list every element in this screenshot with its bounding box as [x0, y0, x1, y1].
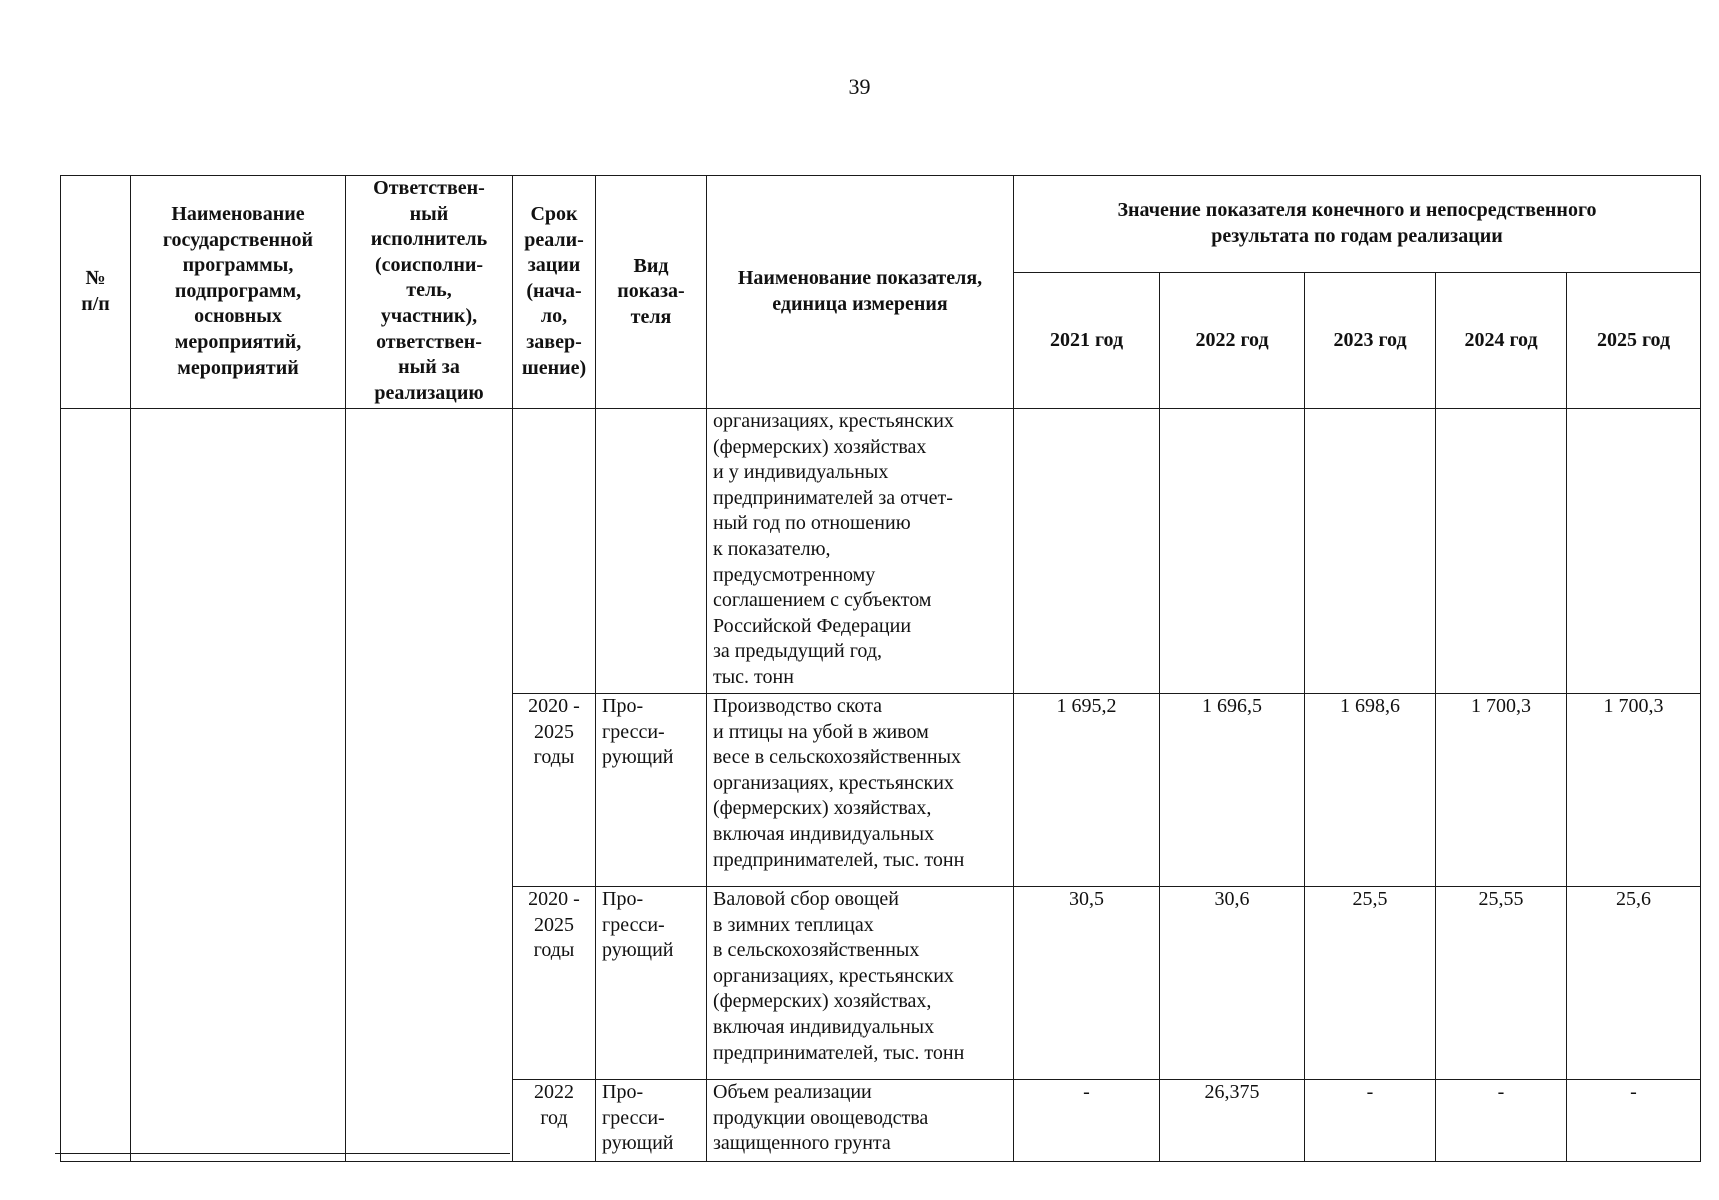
cell-value-2023: 1 698,6	[1305, 694, 1436, 887]
col-header-year-2021: 2021 год	[1014, 273, 1160, 409]
col-header-indicator: Наименование показателя, единица измерения	[707, 176, 1014, 409]
col-header-year-2022: 2022 год	[1160, 273, 1305, 409]
cell-executor	[346, 409, 513, 1162]
cell-value-2023	[1305, 409, 1436, 694]
col-header-year-2023: 2023 год	[1305, 273, 1436, 409]
cell-term: 2020 - 2025 годы	[513, 694, 596, 887]
cell-value-2023: 25,5	[1305, 887, 1436, 1080]
col-header-program: Наименование государственной программы, подпрограмм, основных мероприятий, мероприятий	[131, 176, 346, 409]
col-header-values-group: Значение показателя конечного и непосредственного результата по годам реализации	[1014, 176, 1701, 273]
cell-term	[513, 409, 596, 694]
page-number: 39	[848, 74, 871, 99]
indicators-table	[60, 175, 1701, 1162]
cell-value-2025: 25,6	[1567, 887, 1701, 1080]
cell-value-2022	[1160, 409, 1305, 694]
cell-kind: Про- гресси- рующий	[596, 1080, 707, 1162]
cell-indicator: Производство скота и птицы на убой в живом весе в сельскохозяйственных организациях, крестьянских (фермерских) хозяйствах, включая индивидуальных предпринимателей, тыс. тонн	[707, 694, 1014, 887]
cell-value-2025: 1 700,3	[1567, 694, 1701, 887]
cell-value-2021: -	[1014, 1080, 1160, 1162]
col-header-year-2024: 2024 год	[1436, 273, 1567, 409]
cell-value-2024: 25,55	[1436, 887, 1567, 1080]
cell-indicator: Объем реализации продукции овощеводства защищенного грунта	[707, 1080, 1014, 1162]
col-header-kind: Вид показа- теля	[596, 176, 707, 409]
cell-indicator: Валовой сбор овощей в зимних теплицах в сельскохозяйственных организациях, крестьянских (фермерских) хозяйствах, включая индивидуальных предпринимателей, тыс. тонн	[707, 887, 1014, 1080]
cell-kind: Про- гресси- рующий	[596, 887, 707, 1080]
cell-value-2021	[1014, 409, 1160, 694]
cell-program	[131, 409, 346, 1162]
cell-value-2024	[1436, 409, 1567, 694]
cell-value-2021: 1 695,2	[1014, 694, 1160, 887]
col-header-year-2025: 2025 год	[1567, 273, 1701, 409]
cell-value-2021: 30,5	[1014, 887, 1160, 1080]
col-header-executor: Ответствен- ный исполнитель (соисполни- тель, участник), ответствен- ный за реализацию	[346, 176, 513, 409]
cell-indicator: организациях, крестьянских (фермерских) хозяйствах и у индивидуальных предпринимателей за отчет- ный год по отношению к показателю, предусмотренному соглашением с субъектом Российской Федерации за предыдущий год, тыс. тонн	[707, 409, 1014, 694]
cell-num	[61, 409, 131, 1162]
col-header-term: Срок реали- зации (нача- ло, завер- шение)	[513, 176, 596, 409]
cell-value-2024: -	[1436, 1080, 1567, 1162]
cell-value-2025	[1567, 409, 1701, 694]
col-header-num: № п/п	[61, 176, 131, 409]
cell-term: 2022 год	[513, 1080, 596, 1162]
cell-value-2023: -	[1305, 1080, 1436, 1162]
table-row	[61, 409, 1701, 694]
cell-value-2024: 1 700,3	[1436, 694, 1567, 887]
cell-value-2022: 26,375	[1160, 1080, 1305, 1162]
cell-term: 2020 - 2025 годы	[513, 887, 596, 1080]
header-row-1	[61, 176, 1701, 273]
cell-kind	[596, 409, 707, 694]
cell-value-2022: 30,6	[1160, 887, 1305, 1080]
cell-value-2025: -	[1567, 1080, 1701, 1162]
bottom-rule	[55, 1153, 510, 1154]
cell-kind: Про- гресси- рующий	[596, 694, 707, 887]
cell-value-2022: 1 696,5	[1160, 694, 1305, 887]
